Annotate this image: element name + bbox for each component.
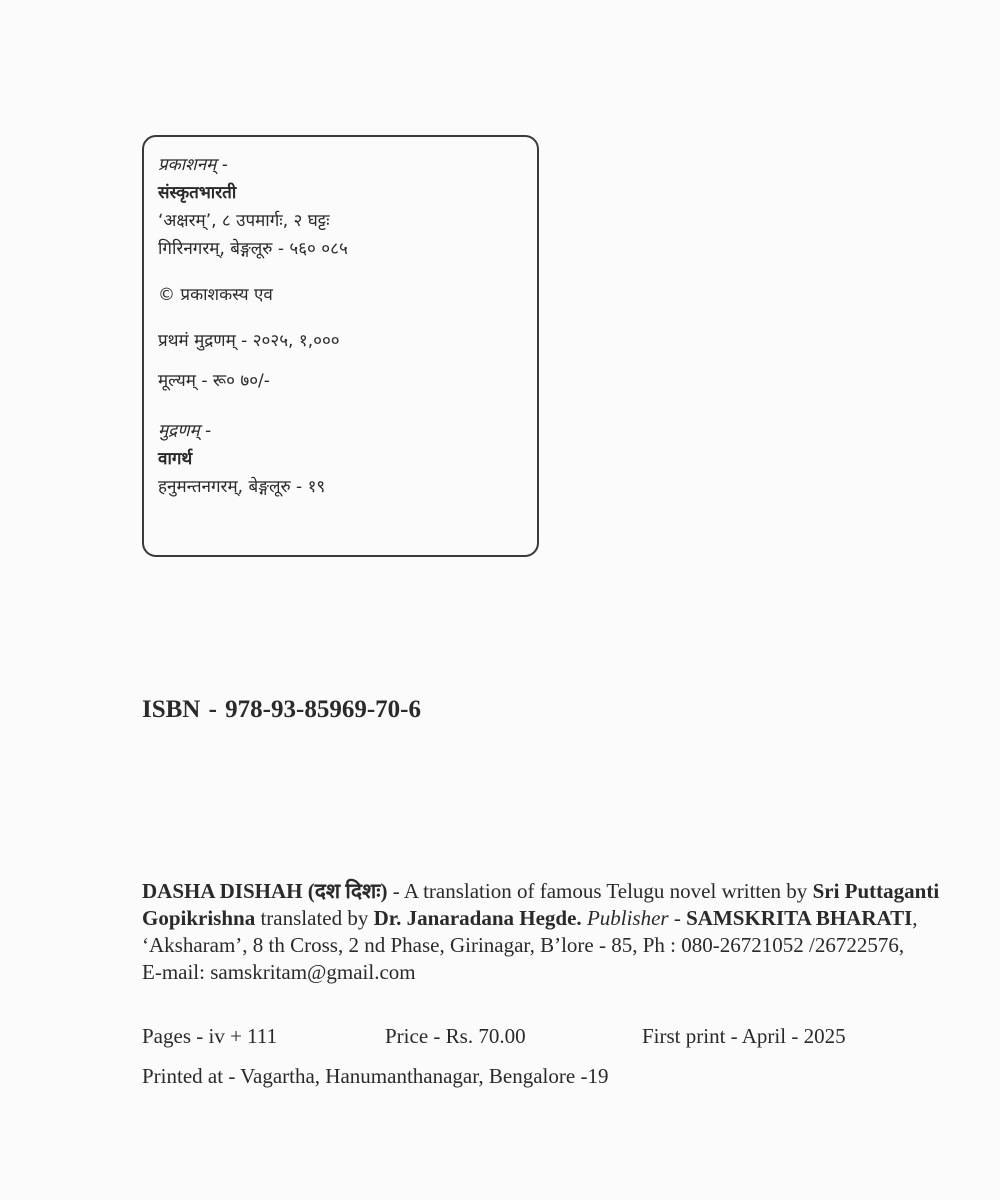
imprint-box [142, 135, 539, 557]
publisher-label: Publisher [586, 906, 669, 930]
desc-text-3: - [668, 906, 687, 930]
publisher-address-en: , ‘Aksharam’, 8 th Cross, 2 nd Phase, Girinagar, B’lore - 85, Ph : 080-26721052 /26722576, [142, 906, 918, 957]
publisher-name: संस्कृतभारती [158, 183, 237, 203]
isbn: ISBN - 978-93-85969-70-6 [142, 696, 421, 723]
first-print-info-en: First print - April - 2025 [642, 1024, 846, 1048]
price-info-en: Price - Rs. 70.00 [385, 1024, 526, 1048]
book-title: DASHA DISHAH (दश दिशः) [142, 879, 388, 903]
publisher-address-line-1: ‘अक्षरम्’, ८ उपमार्गः, २ घट्टः [158, 211, 330, 231]
price-info: मूल्यम् - रू० ७०/- [158, 371, 270, 391]
desc-text-1: - A translation of famous Telugu novel written by [387, 879, 813, 903]
printed-at: Printed at - Vagartha, Hanumanthanagar, Bengalore -19 [142, 1064, 609, 1088]
author-name: Sri Puttaganti Gopikrishna [142, 879, 940, 930]
printer-name: वागर्थ [158, 449, 193, 469]
book-description [142, 878, 942, 986]
pages-info: Pages - iv + 111 [142, 1024, 278, 1048]
email-info: E-mail: samskritam@gmail.com [142, 960, 416, 984]
printer-heading: मुद्रणम् - [158, 421, 212, 441]
copyright-notice: © प्रकाशकस्य एव [158, 285, 273, 305]
translator-name: Dr. Janaradana Hegde. [373, 906, 582, 930]
publisher-address-line-2: गिरिनगरम्, बेङ्गलूरु - ५६० ०८५ [158, 239, 348, 259]
first-print-info: प्रथमं मुद्रणम् - २०२५, १,००० [158, 331, 340, 351]
printer-address: हनुमन्तनगरम्, बेङ्गलूरु - १९ [158, 477, 326, 497]
publisher-name-en: SAMSKRITA BHARATI [686, 906, 913, 930]
desc-text-2: translated by [255, 906, 374, 930]
publisher-heading: प्रकाशनम् - [158, 155, 228, 175]
